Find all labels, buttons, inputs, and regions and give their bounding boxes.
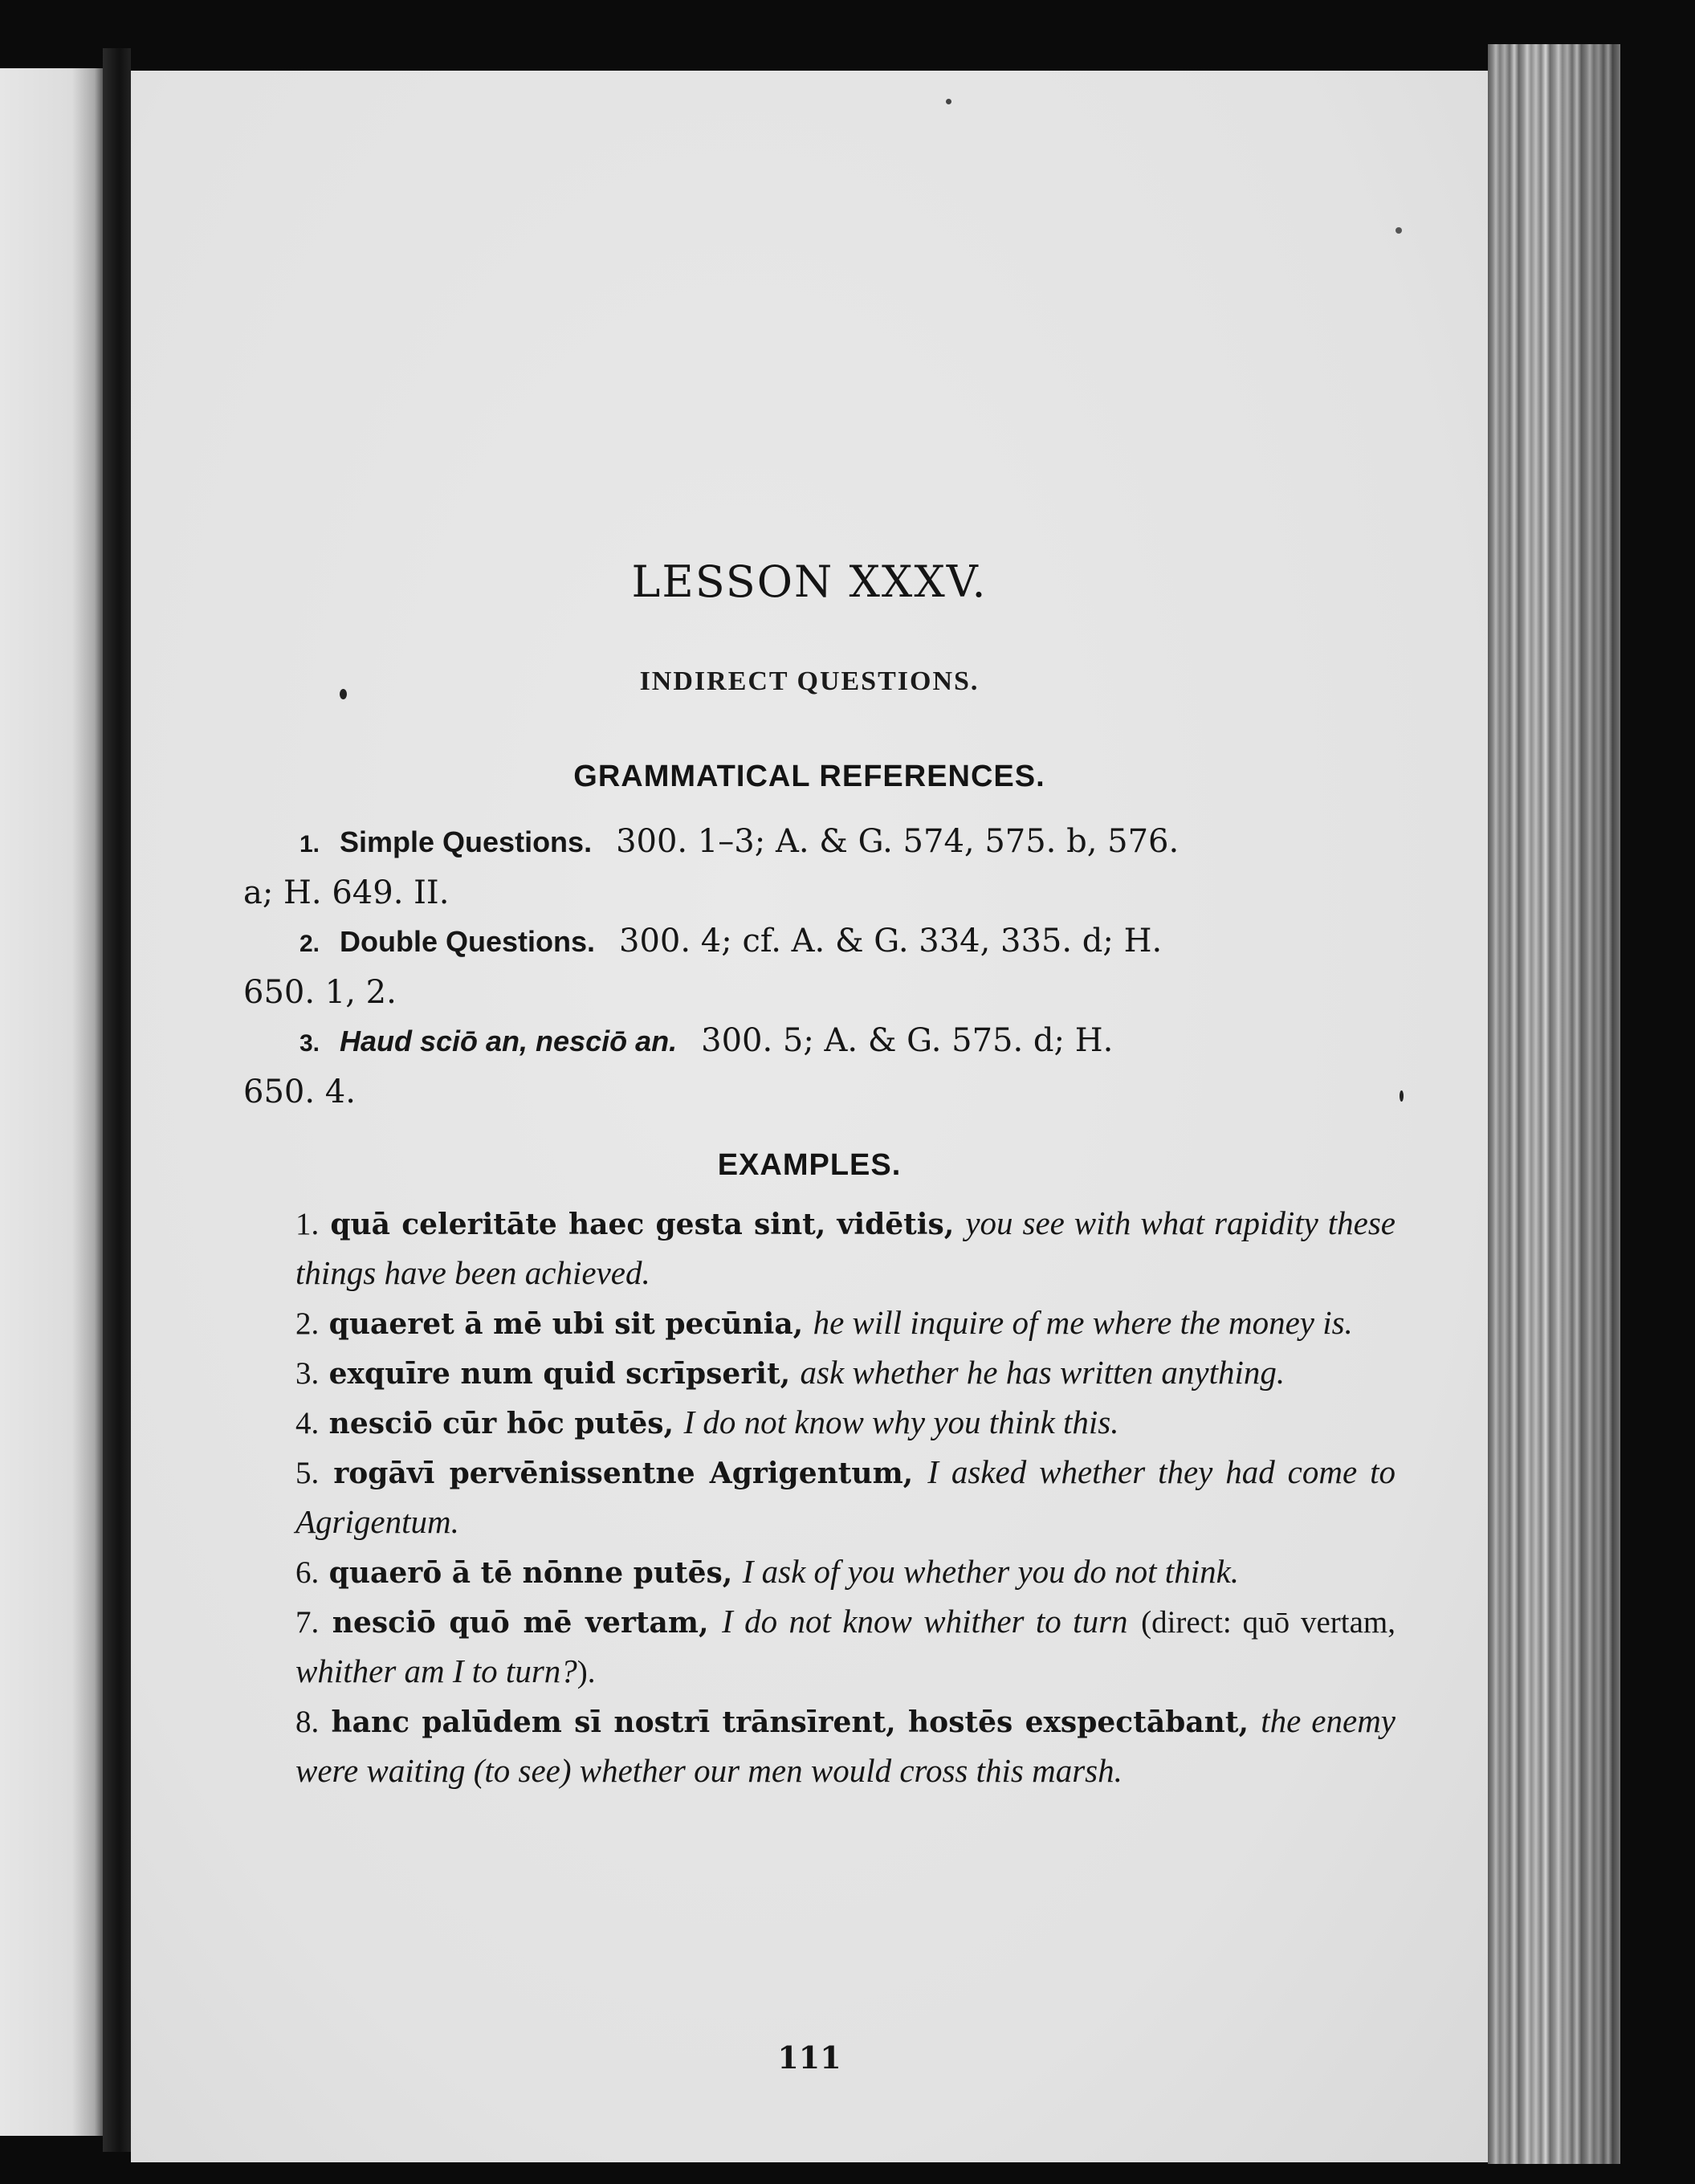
reference-number: 3.	[299, 1030, 320, 1057]
example-direct-translation: whither am I to turn?	[295, 1652, 577, 1689]
ink-speck	[946, 99, 951, 104]
book-gutter	[103, 48, 131, 2152]
example-item	[251, 1348, 1396, 1398]
facing-page-edge	[0, 68, 103, 2136]
reference-citations: 300. 1–3; A. & G. 574, 575. b, 576.	[616, 823, 1180, 860]
reference-topic: Simple Questions.	[340, 825, 593, 858]
ink-speck	[1396, 227, 1402, 234]
example-latin: quaeret ā mē ubi sit pecūnia,	[328, 1307, 804, 1341]
reference-item	[243, 817, 1359, 917]
grammatical-references-heading: GRAMMATICAL REFERENCES.	[573, 760, 1045, 793]
reference-topic: Double Questions.	[340, 925, 596, 958]
example-latin: rogāvī pervēnissentne Agrigentum,	[333, 1457, 914, 1490]
reference-continuation: 650. 4.	[243, 1074, 356, 1110]
example-english: I do not know whither to turn	[722, 1603, 1128, 1640]
reference-number: 1.	[299, 831, 320, 858]
example-english: ask whether he has written anything.	[800, 1354, 1286, 1391]
example-latin: nesciō quō mē vertam,	[332, 1606, 709, 1640]
reference-citations: 300. 5; A. & G. 575. d; H.	[701, 1022, 1114, 1059]
example-english: I do not know why you think this.	[683, 1404, 1119, 1440]
reference-citations: 300. 4; cf. A. & G. 334, 335. d; H.	[619, 923, 1163, 960]
example-latin: quaerō ā tē nōnne putēs,	[328, 1556, 733, 1590]
reference-item	[243, 917, 1359, 1017]
example-item	[251, 1547, 1396, 1597]
example-number: 4.	[295, 1406, 320, 1440]
examples-heading: EXAMPLES.	[717, 1148, 902, 1182]
example-item	[251, 1597, 1396, 1697]
example-number: 6.	[295, 1555, 320, 1590]
examples-list	[251, 1199, 1396, 1796]
reference-topic: Haud sciō an, nesciō an.	[340, 1025, 678, 1057]
example-latin: exquīre num quid scrīpserit,	[328, 1357, 791, 1391]
lesson-subtitle: INDIRECT QUESTIONS.	[639, 666, 980, 696]
example-number: 1.	[295, 1207, 320, 1241]
references-list	[243, 817, 1359, 1116]
reference-number: 2.	[299, 931, 320, 957]
example-english: I asked whether they had come to Agrigentum.	[295, 1453, 1396, 1540]
ink-speck	[340, 689, 347, 699]
reference-continuation: 650. 1, 2.	[243, 974, 397, 1011]
example-number: 7.	[295, 1605, 320, 1640]
example-item	[251, 1298, 1396, 1348]
example-latin: quā celeritāte haec gesta sint, vidētis,	[330, 1208, 955, 1241]
example-english: you see with what rapidity these things have been achieved.	[295, 1204, 1396, 1291]
example-item	[251, 1199, 1396, 1298]
example-number: 2.	[295, 1306, 320, 1341]
reference-item	[243, 1017, 1359, 1116]
example-english: the enemy were waiting (to see) whether our men would cross this marsh.	[295, 1702, 1396, 1789]
example-latin: nesciō cūr hōc putēs,	[328, 1407, 674, 1440]
example-direct-close: ).	[577, 1655, 596, 1689]
page-number: 111	[777, 2039, 841, 2076]
example-number: 3.	[295, 1356, 320, 1391]
book-page	[131, 71, 1488, 2162]
reference-continuation: a; H. 649. II.	[243, 874, 450, 911]
example-latin: hanc palūdem sī nostrī trānsīrent, hostēs exspectābant,	[331, 1705, 1249, 1739]
example-item	[251, 1697, 1396, 1796]
example-number: 5.	[295, 1456, 320, 1490]
example-direct-note: (direct: quō vertam,	[1141, 1605, 1396, 1640]
ink-speck	[1400, 1090, 1404, 1102]
example-english: I ask of you whether you do not think.	[742, 1553, 1240, 1590]
page-edges	[1488, 44, 1620, 2164]
lesson-title: LESSON XXXV.	[631, 556, 988, 607]
example-number: 8.	[295, 1705, 320, 1739]
example-item	[251, 1448, 1396, 1547]
example-item	[251, 1398, 1396, 1448]
example-english: he will inquire of me where the money is.	[813, 1304, 1353, 1341]
